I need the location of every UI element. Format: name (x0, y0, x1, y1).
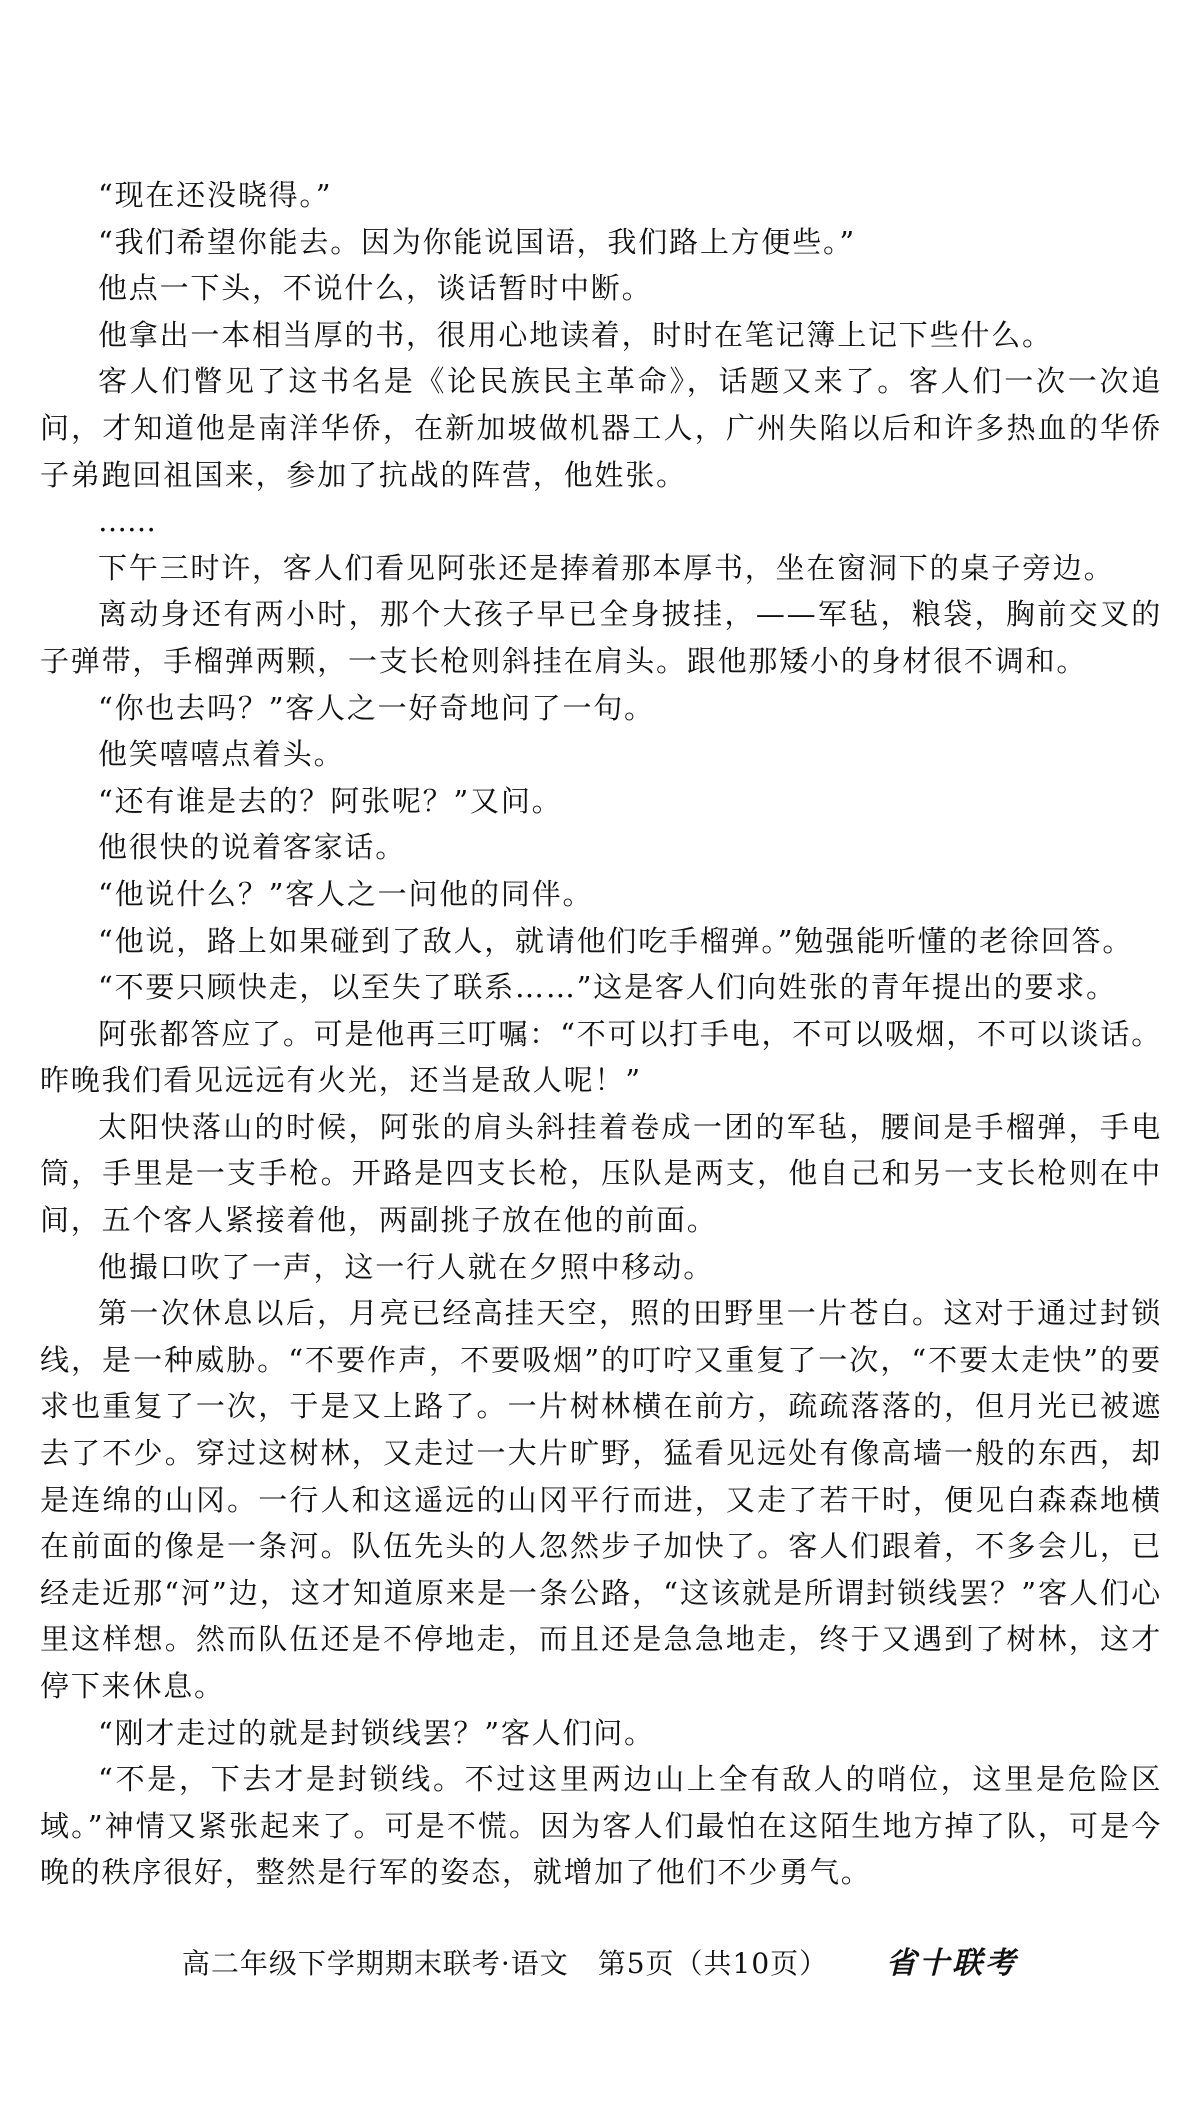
exam-info: 高二年级下学期期末联考·语文 第5页（共10页） (181, 1947, 829, 1980)
paragraph: 客人们瞥见了这书名是《论民族民主革命》，话题又来了。客人们一次一次追问，才知道他是南洋华侨，在新加坡做机器工人，广州失陷以后和许多热血的华侨子弟跑回祖国来，参加了抗战的阵营，他姓张。 (40, 364, 1162, 492)
brand-logo-text: 省十联考 (886, 1946, 1019, 1981)
exam-page (40, 172, 1162, 1896)
paragraph: 太阳快落山的时候，阿张的肩头斜挂着卷成一团的军毡，腰间是手榴弹，手电筒，手里是一支手枪。开路是四支长枪，压队是两支，他自己和另一支长枪则在中间，五个客人紧接着他，两副挑子放在他的前面。 (40, 1109, 1162, 1238)
paragraph: 他笑嘻嘻点着头。 (98, 737, 345, 772)
paragraph: 第一次休息以后，月亮已经高挂天空，照的田野里一片苍白。这对于通过封锁线，是一种威胁。“不要作声，不要吸烟”的叮咛又重复了一次，“不要太走快”的要求也重复了一次，于是又上路了。一片树林横在前方，疏疏落落的，但月光已被遮去了不少。穿过这树林，又走过一大片旷野，猛看见远处有像高墙一般的东西，却是连绵的山冈。一行人和这遥远的山冈平行而进，又走了若干时，便见白森森地横在前面的像是一条河。队伍先头的人忽然步子加快了。客人们跟着，不多会儿，已经走近那“河”边，这才知道原来是一条公路，“这该就是所谓封锁线罢？”客人们心里这样想。然而队伍还是不停地走，而且还是急急地走，终于又遇到了树林，这才停下来休息。 (40, 1296, 1162, 1703)
paragraph: “还有谁是去的？阿张呢？”又问。 (98, 783, 563, 818)
paragraph: “他说，路上如果碰到了敌人，就请他们吃手榴弹。”勉强能听懂的老徐回答。 (98, 923, 1134, 958)
paragraph: “不要只顾快走，以至失了联系……”这是客人们向姓张的青年提出的要求。 (98, 970, 1117, 1005)
paragraph: 他很快的说着客家话。 (98, 830, 407, 865)
paragraph: “他说什么？”客人之一问他的同伴。 (98, 876, 594, 911)
paragraph: 下午三时许，客人们看见阿张还是捧着那本厚书，坐在窗洞下的桌子旁边。 (98, 550, 1115, 585)
paragraph: “不是，下去才是封锁线。不过这里两边山上全有敌人的哨位，这里是危险区域。”神情又紧张起来了。可是不慌。因为客人们最怕在这陌生地方掉了队，可是今晚的秩序很好，整然是行军的姿态，就增加了他们不少勇气。 (40, 1762, 1162, 1890)
paragraph: 阿张都答应了。可是他再三叮嘱：“不可以打手电，不可以吸烟，不可以谈话。昨晚我们看见远远有火光，还当是敌人呢！” (40, 1016, 1162, 1098)
section-break-ellipsis: …… (98, 504, 156, 539)
paragraph: 他点一下头，不说什么，谈话暂时中断。 (98, 271, 653, 306)
page-footer (0, 1938, 1200, 1982)
paragraph: “刚才走过的就是封锁线罢？”客人们问。 (98, 1715, 655, 1750)
paragraph: 他拿出一本相当厚的书，很用心地读着，时时在笔记簿上记下些什么。 (98, 317, 1053, 352)
article-body (40, 172, 1162, 1896)
paragraph: “现在还没晓得。” (98, 178, 333, 212)
paragraph: “我们希望你能去。因为你能说国语，我们路上方便些。” (98, 224, 856, 259)
paragraph: 离动身还有两小时，那个大孩子早已全身披挂，——军毡，粮袋，胸前交叉的子弹带，手榴弹两颗，一支长枪则斜挂在肩头。跟他那矮小的身材很不调和。 (40, 597, 1162, 678)
paragraph: “你也去吗？”客人之一好奇地问了一句。 (98, 690, 655, 725)
paragraph: 他撮口吹了一声，这一行人就在夕照中移动。 (98, 1249, 715, 1284)
